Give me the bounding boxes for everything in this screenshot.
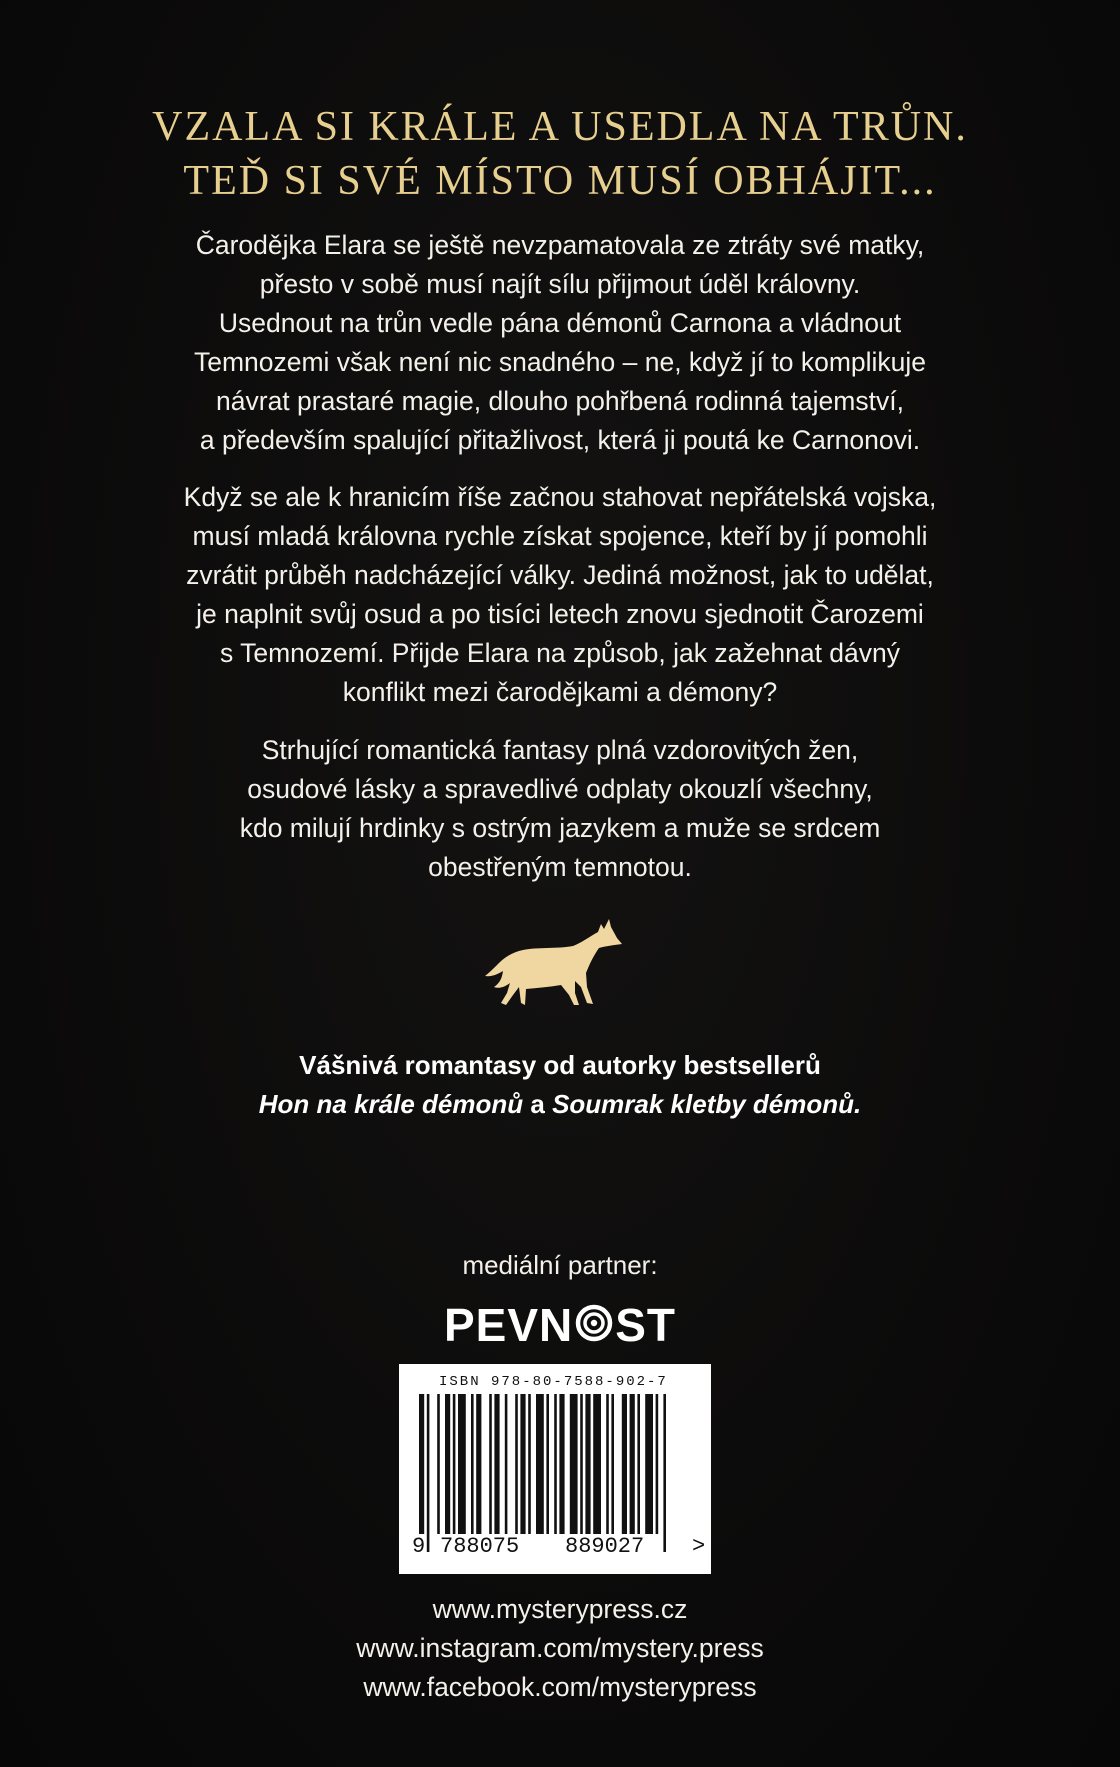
book-title-1: Hon na krále démonů — [258, 1089, 524, 1119]
barcode-bar — [476, 1394, 481, 1534]
barcode-bars — [419, 1394, 701, 1552]
barcode-bar — [453, 1394, 456, 1534]
barcode-bar — [445, 1394, 450, 1534]
isbn-barcode — [399, 1364, 711, 1574]
wolf-icon — [485, 917, 625, 1009]
blurb-line: přesto v sobě musí najít sílu přijmout úděl královny. — [259, 269, 861, 299]
barcode-bar — [637, 1394, 640, 1534]
barcode-bar — [536, 1394, 544, 1534]
headline-line-2: TEĎ SI SVÉ MÍSTO MUSÍ OBHÁJIT... — [183, 158, 937, 204]
media-partner-label: mediální partner: — [462, 1250, 658, 1280]
barcode-quiet-mark: > — [692, 1534, 706, 1559]
barcode-bar — [419, 1394, 424, 1552]
blurb-line: Strhující romantická fantasy plná vzdorovitých žen, — [261, 735, 859, 765]
barcode-bar — [528, 1394, 531, 1534]
isbn-label: ISBN 978-80-7588-902-7 — [439, 1374, 668, 1390]
barcode-digit-first: 9 — [412, 1534, 426, 1559]
barcode-bar — [611, 1394, 614, 1552]
barcode-bar — [606, 1394, 609, 1534]
blurb-paragraph-2 — [120, 478, 1000, 712]
tagline-line-2 — [120, 1085, 1000, 1124]
blurb-line: Čarodějka Elara se ještě nevzpamatovala ze ztráty své matky, — [195, 230, 925, 260]
barcode-bar — [645, 1394, 653, 1534]
pevnost-logo — [0, 1294, 1120, 1352]
barcode-bar — [520, 1394, 525, 1534]
barcode-digit-group-2: 889027 — [565, 1534, 645, 1559]
headline — [0, 100, 1120, 208]
blurb-line: je naplnit svůj osud a po tisíci letech znovu sjednotit Čarozemi — [196, 599, 924, 629]
logo-text-right: ST — [615, 1298, 677, 1351]
blurb-line: Temnozemi však není nic snadného – ne, když jí to komplikuje — [193, 347, 927, 377]
blurb-line: s Temnozemí. Přijde Elara na způsob, jak zažehnat dávný — [219, 638, 901, 668]
blurb-line: konflikt mezi čarodějkami a démony? — [342, 677, 778, 707]
blurb-line: obestřeným temnotou. — [428, 852, 692, 882]
tagline-line-1: Vášnivá romantasy od autorky bestsellerů — [299, 1050, 821, 1080]
blurb-line: musí mladá královna rychle získat spojence, kteří by jí pomohli — [192, 521, 928, 551]
barcode-bar — [585, 1394, 590, 1534]
barcode-bar — [427, 1394, 430, 1552]
barcode-bar — [663, 1394, 666, 1552]
barcode-bar — [437, 1394, 440, 1534]
barcode-bar — [505, 1394, 508, 1534]
blurb-line: Když se ale k hranicím říše začnou stahovat nepřátelská vojska, — [183, 482, 937, 512]
barcode-bar — [554, 1394, 557, 1534]
blurb-line: kdo milují hrdinky s ostrým jazykem a muže se srdcem — [239, 813, 881, 843]
logo-text-left: PEVN — [443, 1298, 574, 1351]
link-facebook[interactable]: www.facebook.com/mysterypress — [363, 1672, 757, 1702]
blurb-line: a především spalující přitažlivost, která ji poutá ke Carnonovi. — [199, 425, 921, 455]
blurb-line: osudové lásky a spravedlivé odplaty okouzlí všechny, — [247, 774, 873, 804]
barcode-bar — [570, 1394, 578, 1534]
barcode-bar — [494, 1394, 499, 1534]
link-website[interactable]: www.mysterypress.cz — [432, 1594, 688, 1624]
target-icon — [575, 1304, 613, 1342]
barcode-bar — [593, 1394, 601, 1534]
barcode-digit-group-1: 788075 — [440, 1534, 520, 1559]
tagline — [120, 1046, 1000, 1124]
barcode-bar — [546, 1394, 549, 1534]
book-title-2: Soumrak kletby démonů. — [552, 1089, 862, 1119]
blurb-paragraph-1 — [120, 226, 1000, 460]
publisher-links — [0, 1590, 1120, 1707]
link-instagram[interactable]: www.instagram.com/mystery.press — [356, 1633, 764, 1663]
barcode-bar — [630, 1394, 635, 1534]
barcode-bar — [471, 1394, 474, 1534]
blurb-line: zvrátit průběh nadcházející války. Jediná možnost, jak to udělat, — [186, 560, 934, 590]
barcode-bar — [580, 1394, 583, 1534]
blurb-line: Usednout na trůn vedle pána démonů Carnona a vládnout — [218, 308, 902, 338]
barcode-bar — [559, 1394, 564, 1534]
headline-line-1: VZALA SI KRÁLE A USEDLA NA TRŮN. — [152, 104, 968, 150]
barcode-bar — [622, 1394, 627, 1552]
blurb-line: návrat prastaré magie, dlouho pohřbená rodinná tajemství, — [216, 386, 904, 416]
blurb-paragraph-3 — [120, 731, 1000, 887]
barcode-bar — [489, 1394, 492, 1534]
tagline-conjunction: a — [523, 1089, 553, 1119]
barcode-bar — [515, 1394, 518, 1534]
barcode-bar — [656, 1394, 659, 1534]
barcode-bar — [458, 1394, 466, 1534]
